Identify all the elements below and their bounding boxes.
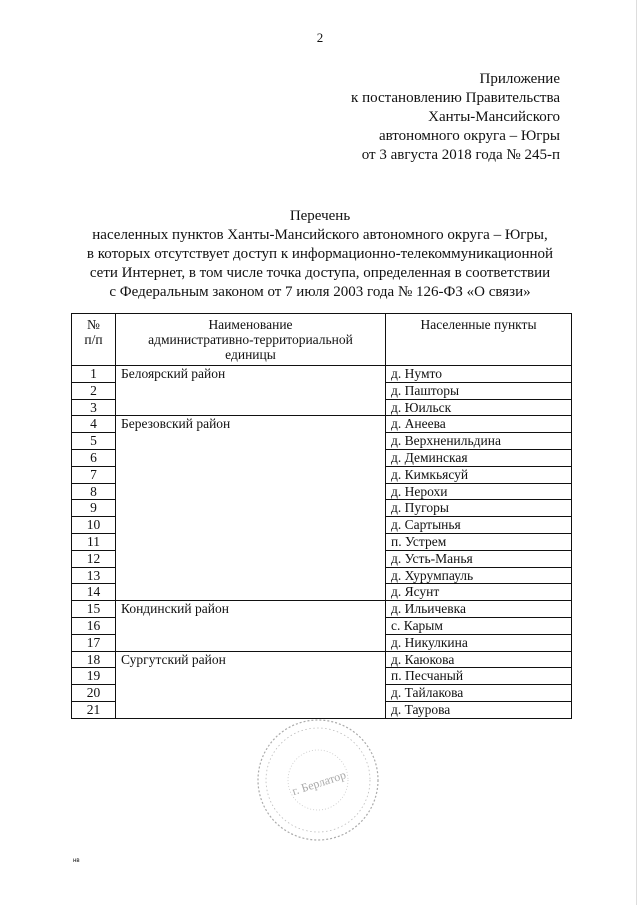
row-number: 12: [72, 550, 116, 567]
table-row: [72, 366, 572, 383]
district-name: Сургутский район: [116, 651, 386, 718]
row-number: 9: [72, 500, 116, 517]
header-unit-line: Наименование: [208, 317, 293, 332]
appendix-line: Приложение: [479, 71, 560, 87]
page-edge: [636, 0, 637, 905]
settlement-name: д. Кимкьясуй: [386, 466, 572, 483]
settlement-name: д. Нумто: [386, 366, 572, 383]
row-number: 11: [72, 533, 116, 550]
settlement-name: д. Сартынья: [386, 517, 572, 534]
appendix-line: к постановлению Правительства: [351, 90, 560, 106]
settlements-table: [71, 313, 572, 719]
settlement-name: д. Никулкина: [386, 634, 572, 651]
header-unit: [116, 314, 386, 366]
appendix-heading: [351, 70, 560, 165]
settlement-name: д. Верхненильдина: [386, 433, 572, 450]
settlement-name: д. Таурова: [386, 701, 572, 718]
table-row: [72, 416, 572, 433]
appendix-line: автономного округа – Югры: [378, 128, 560, 144]
title-line: с Федеральным законом от 7 июля 2003 года № 126-ФЗ «О связи»: [109, 284, 531, 300]
settlement-name: д. Деминская: [386, 449, 572, 466]
settlement-name: д. Нерохи: [386, 483, 572, 500]
district-name: Белоярский район: [116, 366, 386, 416]
row-number: 4: [72, 416, 116, 433]
stamp-seal: [253, 715, 383, 845]
title-line: в которых отсутствует доступ к информационно-телекоммуникационной: [86, 246, 554, 262]
title-line: сети Интернет, в том числе точка доступа, определенная в соответствии: [89, 265, 551, 281]
row-number: 1: [72, 366, 116, 383]
header-number-line: п/п: [84, 332, 103, 347]
header-number-line: №: [87, 317, 100, 332]
settlement-name: п. Устрем: [386, 533, 572, 550]
settlement-name: д. Тайлакова: [386, 685, 572, 702]
district-name: Кондинский район: [116, 601, 386, 651]
row-number: 15: [72, 601, 116, 618]
settlement-name: д. Анеева: [386, 416, 572, 433]
settlement-name: д. Ясунт: [386, 584, 572, 601]
page-number: 2: [316, 30, 324, 45]
table-header-row: [72, 314, 572, 366]
title-line: населенных пунктов Ханты-Мансийского автономного округа – Югры,: [92, 227, 548, 243]
title-line: Перечень: [289, 208, 351, 224]
row-number: 13: [72, 567, 116, 584]
appendix-line: Ханты-Мансийского: [428, 109, 560, 125]
settlement-name: п. Песчаный: [386, 668, 572, 685]
settlement-name: д. Хурумпауль: [386, 567, 572, 584]
row-number: 10: [72, 517, 116, 534]
header-number: [72, 314, 116, 366]
district-name: Березовский район: [116, 416, 386, 601]
row-number: 8: [72, 483, 116, 500]
row-number: 16: [72, 617, 116, 634]
footer-mark: нв: [73, 858, 80, 864]
row-number: 21: [72, 701, 116, 718]
table-row: [72, 601, 572, 618]
settlement-name: с. Карым: [386, 617, 572, 634]
row-number: 2: [72, 382, 116, 399]
header-unit-line: административно-территориальной: [148, 332, 353, 347]
row-number: 20: [72, 685, 116, 702]
row-number: 3: [72, 399, 116, 416]
settlement-name: д. Ильичевка: [386, 601, 572, 618]
document-title: [70, 207, 570, 302]
header-settlements: Населенные пункты: [386, 314, 572, 366]
row-number: 14: [72, 584, 116, 601]
settlement-name: д. Пугоры: [386, 500, 572, 517]
settlement-name: д. Каюкова: [386, 651, 572, 668]
row-number: 19: [72, 668, 116, 685]
stamp-text: г. Берлатор: [290, 767, 348, 799]
settlement-name: д. Пашторы: [386, 382, 572, 399]
row-number: 18: [72, 651, 116, 668]
table-body: [72, 366, 572, 719]
row-number: 7: [72, 466, 116, 483]
header-unit-line: единицы: [225, 347, 276, 362]
row-number: 5: [72, 433, 116, 450]
row-number: 17: [72, 634, 116, 651]
row-number: 6: [72, 449, 116, 466]
settlement-name: д. Юильск: [386, 399, 572, 416]
settlement-name: д. Усть-Манья: [386, 550, 572, 567]
appendix-line: от 3 августа 2018 года № 245-п: [361, 147, 560, 163]
table-row: [72, 651, 572, 668]
